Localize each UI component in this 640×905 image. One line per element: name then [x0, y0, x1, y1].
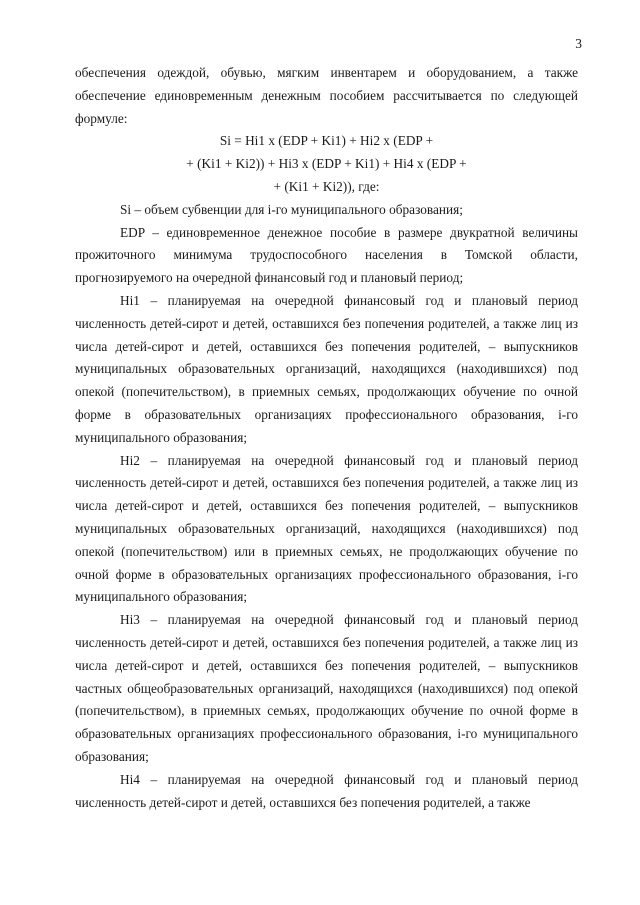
- definition-hi4: Hi4 – планируемая на очередной финансовый год и плановый период численность детей-сирот и детей, оставшихся без попечения родителей, а также: [75, 771, 578, 810]
- page-number: 3: [575, 36, 582, 51]
- formula-line-3: + (Ki1 + Ki2)), где:: [273, 178, 380, 194]
- definition-hi2: Hi2 – планируемая на очередной финансовый год и плановый период численность детей-сирот и детей, оставшихся без попечения родителей, а также лиц из числа детей-сирот и детей, оставшихся без попечения родителей, – выпускников муниципальных образовательных организаций, находящихся (находившихся) под опекой (попечительством) или в приемных семьях, не продолжающих обучение по очной форме в образовательных организациях профессионального образования, i-го муниципального образования;: [75, 452, 578, 605]
- formula-line-1: Si = Hi1 x (EDP + Ki1) + Hi2 x (EDP +: [219, 133, 434, 149]
- definition-edp: EDP – единовременное денежное пособие в размере двукратной величины прожиточного минимума трудоспособного населения в Томской области, прогнозируемого на очередной финансовый год и плановый период;: [75, 224, 578, 286]
- definition-si: Si – объем субвенции для i-го муниципального образования;: [120, 201, 463, 217]
- document-body: [75, 62, 578, 814]
- definition-hi1: Hi1 – планируемая на очередной финансовый год и плановый период численность детей-сирот и детей, оставшихся без попечения родителей, а также лиц из числа детей-сирот и детей, оставшихся без попечения родителей, – выпускников муниципальных образовательных организаций, находящихся (находившихся) под опекой (попечительством), в приемных семьях, продолжающих обучение по очной форме в образовательных организациях профессионального образования, i-го муниципального образования;: [75, 292, 578, 445]
- intro-paragraph: обеспечения одеждой, обувью, мягким инвентарем и оборудованием, а также обеспечение единовременным денежным пособием рассчитывается по следующей формуле:: [75, 65, 578, 126]
- definition-hi3: Hi3 – планируемая на очередной финансовый год и плановый период численность детей-сирот и детей, оставшихся без попечения родителей, а также лиц из числа детей-сирот и детей, оставшихся без попечения родителей, – выпускников частных общеобразовательных организаций, находящихся (находившихся) под опекой (попечительством), в приемных семьях, продолжающих обучение по очной форме в образовательных организациях профессионального образования, i-го муниципального образования;: [75, 612, 578, 764]
- subsidy-formula: [75, 130, 578, 198]
- formula-line-2: + (Ki1 + Ki2)) + Hi3 x (EDP + Ki1) + Hi4 x (EDP +: [186, 156, 467, 172]
